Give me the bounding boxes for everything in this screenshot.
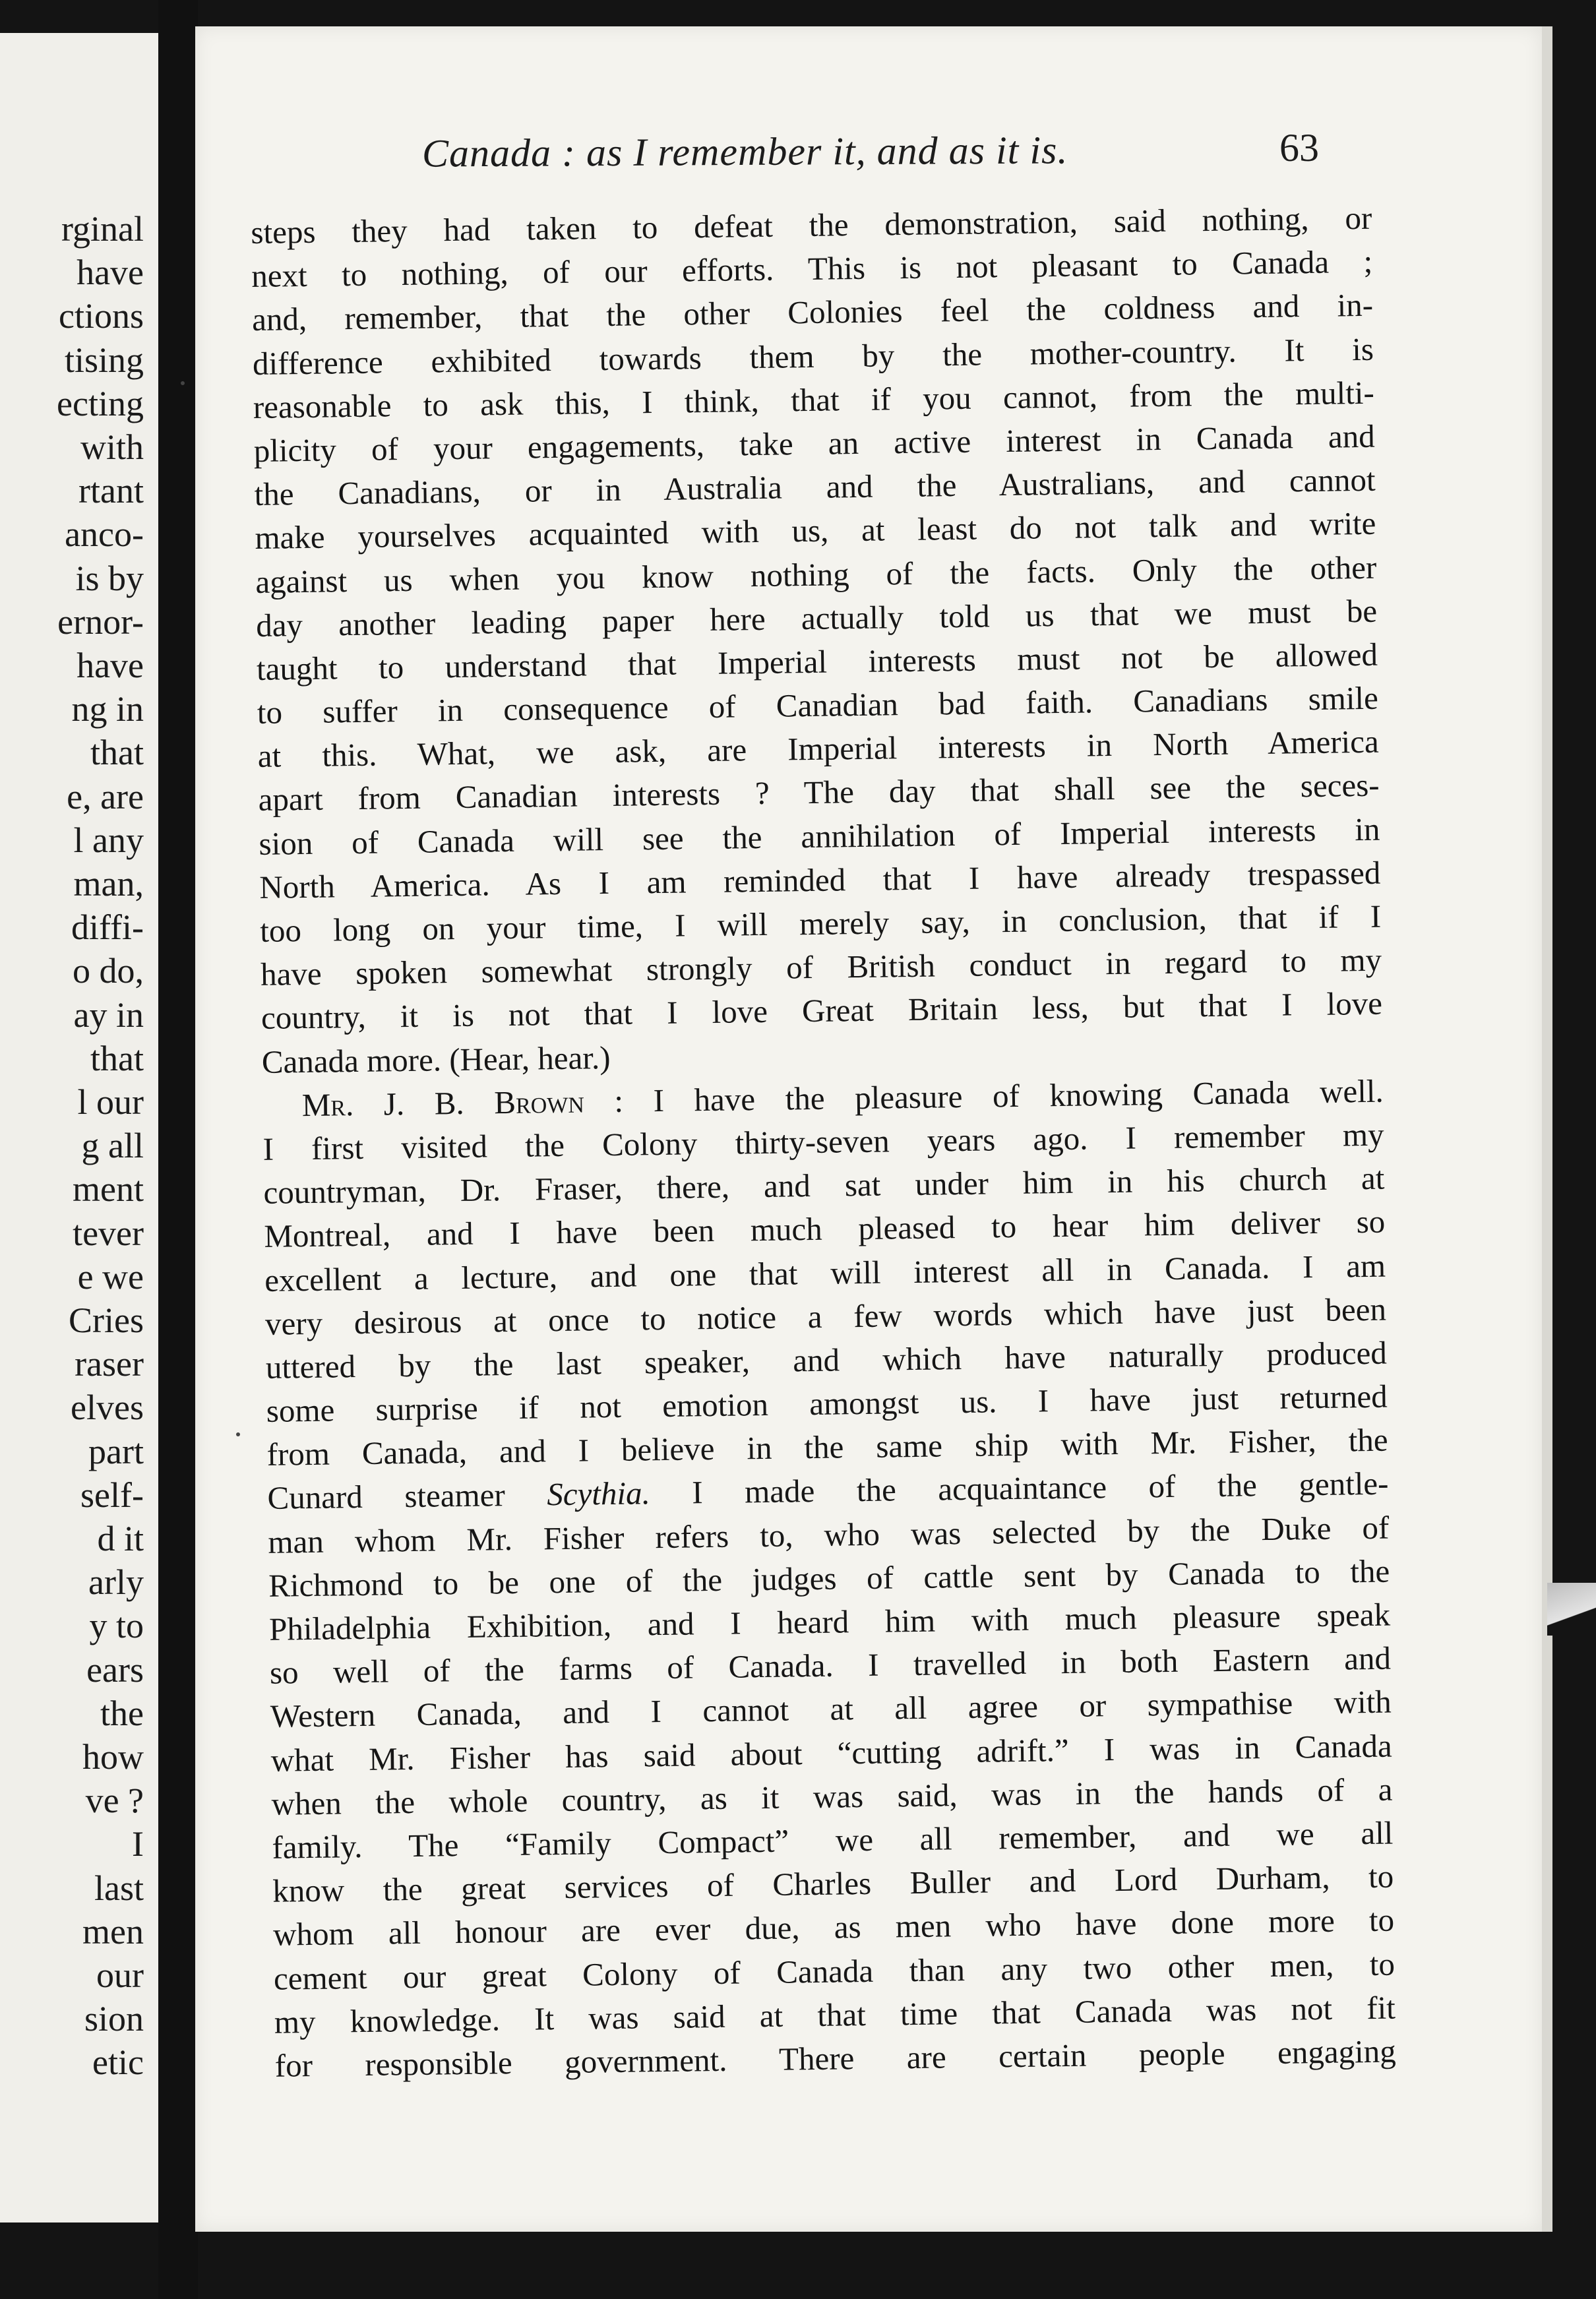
text-line: Montreal, and I have been much pleased to hear him deliver so [263,1203,1386,1255]
facing-page-line: ay in [73,995,144,1035]
text-line: North America. As I am reminded that I have already trespassed [259,854,1381,905]
text-line: to suffer in consequence of Canadian bad faith. Canadians smile [257,679,1379,731]
text-line: Richmond to be one of the judges of cattle sent by Canada to the [268,1552,1390,1604]
text-line: some surprise if not emotion amongst us. I have just returned [266,1378,1388,1429]
facing-page-line: have [77,253,144,293]
ship-name: Scythia. [546,1475,651,1513]
facing-page-line: men [82,1911,144,1951]
text-line: have spoken somewhat strongly of British conduct in regard to my [260,941,1382,993]
text-line: country, it is not that I love Great Britain less, but that I love [261,985,1383,1037]
facing-page-line: have [77,646,144,685]
text-line: next to nothing, of our efforts. This is not pleasant to Canada ; [251,243,1373,295]
text-line: man whom Mr. Fisher refers to, who was selected by the Duke of [268,1509,1390,1560]
facing-page-line: d it [97,1519,144,1558]
text-segment: Cunard steamer [267,1477,506,1517]
text-line: taught to understand that Imperial interests must not be allowed [256,636,1378,687]
text-line: what Mr. Fisher has said about “cutting adrift.” I was in Canada [270,1727,1392,1779]
facing-page-line: g all [81,1126,144,1166]
book-gutter [158,0,198,2299]
facing-page-line: how [82,1737,144,1777]
text-line: countryman, Dr. Fraser, there, and sat under him in his church at [263,1159,1385,1211]
text-line: very desirous at once to notice a few words which have just been [264,1291,1387,1342]
facing-page-line: ecting [57,383,144,423]
facing-page-line: etic [92,2042,144,2083]
text-line: day another leading paper here actually told us that we must be [255,592,1378,644]
text-segment: I made the acquaintance of the gentle- [691,1465,1389,1511]
text-line: for responsible government. There are certain people engaging [274,2033,1397,2084]
text-line: Western Canada, and I cannot at all agree or sympathise with [270,1683,1392,1735]
facing-page-line: arly [88,1562,144,1603]
facing-page-line: ve ? [85,1781,144,1821]
text-line: excellent a lecture, and one that will interest all in Canada. I am [264,1247,1386,1299]
facing-page-line: the [100,1693,144,1733]
text-line: I first visited the Colony thirty-seven years ago. I remember my [262,1116,1384,1167]
facing-page-line: tever [73,1213,144,1253]
facing-page-line: man, [73,864,144,904]
text-line: my knowledge. It was said at that time that Canada was not fit [274,1989,1396,2040]
speaker-name: Mr. J. B. Brown : [301,1082,624,1123]
facing-page-line: l our [77,1082,144,1122]
facing-page-line: sion [84,1999,144,2039]
facing-page-fragment [0,33,158,2222]
text-line: uttered by the last speaker, and which have naturally produced [265,1334,1388,1386]
facing-page-line: I [132,1824,144,1864]
text-line: whom all honour are ever due, as men who have done more to [272,1901,1395,1953]
facing-page-line: ng in [71,689,144,729]
facing-page-line: our [96,1955,144,1995]
facing-page-line: is by [75,558,144,598]
facing-page-line: that [90,733,144,773]
text-line: steps they had taken to defeat the demonstration, said nothing, or [251,199,1372,251]
facing-page-line: elves [71,1388,144,1428]
facing-page-line: ears [86,1649,144,1690]
facing-page-line: ctions [59,296,144,336]
text-line: too long on your time, I will merely say, in conclusion, that if I [259,898,1382,949]
facing-page-line: o do, [73,951,144,991]
page-edge [1542,26,1552,2232]
text-line: apart from Canadian interests ? The day that shall see the seces- [258,767,1380,818]
facing-page-line: diffi- [71,907,144,948]
facing-page-line: self- [80,1475,144,1515]
facing-page-line: part [88,1431,144,1471]
facing-page-line: e, are [67,776,144,816]
facing-page-line: tising [64,340,144,380]
text-line: against us when you know nothing of the facts. Only the other [255,549,1377,600]
text-line: reasonable to ask this, I think, that if you cannot, from the multi- [253,374,1375,425]
text-line: when the whole country, as it was said, was in the hands of a [271,1771,1393,1822]
text-line: plicity of your engagements, take an active interest in Canada and [253,417,1375,469]
page-number: 63 [1279,126,1319,169]
facing-page-line: Cries [69,1301,144,1340]
facing-page-line: raser [75,1344,144,1384]
facing-page-line: rginal [61,209,144,249]
text-segment: I have the pleasure of knowing Canada well. [653,1072,1384,1119]
text-line: family. The “Family Compact” we all remember, and we all [272,1814,1394,1866]
facing-page-line: rtant [78,471,144,511]
running-head: Canada : as I remember it, and as it is. [421,128,1068,175]
facing-page-line: l any [73,820,144,860]
facing-page-line: y to [89,1606,144,1646]
text-line: Philadelphia Exhibition, and I heard him with much pleasure speak [268,1596,1391,1647]
facing-page-line: with [80,427,144,467]
text-line: and, remember, that the other Colonies feel the coldness and in- [251,287,1374,338]
facing-page-line: ernor- [57,601,144,642]
text-line: difference exhibited towards them by the mother-country. It is [252,330,1374,382]
text-line: make yourselves acquainted with us, at least do not talk and write [255,505,1376,557]
page-body [251,197,1396,2088]
text-line: from Canada, and I believe in the same ship with Mr. Fisher, the [266,1421,1388,1473]
facing-page-line: ment [73,1169,144,1210]
text-line: sion of Canada will see the annihilation of Imperial interests in [259,811,1380,862]
page-corner [1547,1583,1596,1636]
paper-speck [236,1432,240,1436]
text-line: cement our great Colony of Canada than any two other men, to [273,1946,1396,1997]
text-line: at this. What, we ask, are Imperial interests in North America [257,723,1380,775]
text-line: Canada more. (Hear, hear.) [261,1039,611,1080]
paper-speck [181,381,185,385]
text-line: so well of the farms of Canada. I travelled in both Eastern and [269,1640,1392,1691]
facing-page-line: e we [77,1256,144,1297]
text-line: know the great services of Charles Buller and Lord Durham, to [272,1858,1394,1909]
facing-page-line: anco- [65,514,144,555]
facing-page-line: last [94,1868,144,1908]
facing-page-line: that [90,1038,144,1078]
text-line: the Canadians, or in Australia and the Australians, and cannot [254,461,1376,513]
